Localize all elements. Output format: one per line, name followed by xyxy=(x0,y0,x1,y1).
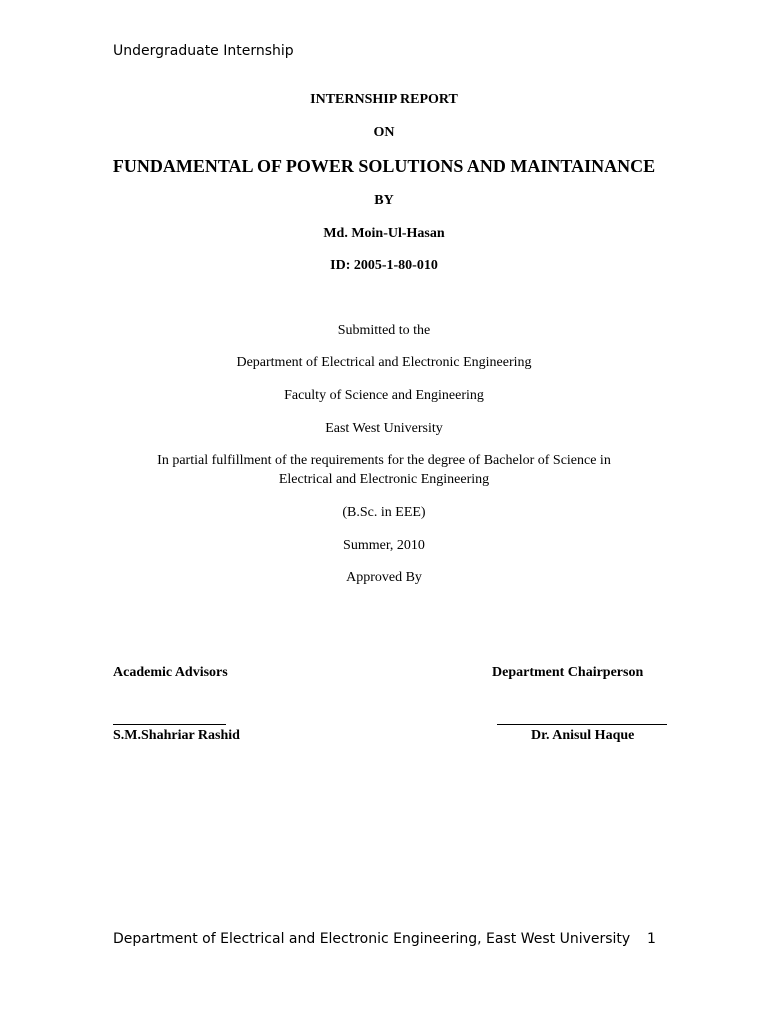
by-label: BY xyxy=(374,193,394,208)
author-id: ID: 2005-1-80-010 xyxy=(330,258,438,273)
department-name: Department of Electrical and Electronic Engineering xyxy=(236,355,532,370)
fulfillment-line-1: In partial fulfillment of the requirements for the degree of Bachelor of Science in xyxy=(157,453,611,468)
chairperson-signature-line xyxy=(497,724,667,725)
report-label: INTERNSHIP REPORT xyxy=(310,92,458,107)
degree-abbreviation: (B.Sc. in EEE) xyxy=(342,505,426,520)
faculty-name: Faculty of Science and Engineering xyxy=(284,388,484,403)
submitted-to: Submitted to the xyxy=(337,323,431,338)
on-label: ON xyxy=(373,125,395,140)
fulfillment-line-2: Electrical and Electronic Engineering xyxy=(278,472,490,487)
chairperson-heading: Department Chairperson xyxy=(492,665,644,680)
university-name: East West University xyxy=(325,421,443,436)
author-name: Md. Moin-Ul-Hasan xyxy=(323,226,445,241)
chairperson-name: Dr. Anisul Haque xyxy=(531,728,635,743)
advisor-name: S.M.Shahriar Rashid xyxy=(113,728,240,743)
advisor-signature-line xyxy=(113,724,226,725)
page-number: 1 xyxy=(647,931,656,947)
footer-text: Department of Electrical and Electronic Engineering, East West University xyxy=(113,931,631,947)
advisor-heading: Academic Advisors xyxy=(113,665,228,680)
report-title: FUNDAMENTAL OF POWER SOLUTIONS AND MAINTAINANCE xyxy=(112,156,656,176)
term: Summer, 2010 xyxy=(343,538,425,553)
running-header: Undergraduate Internship xyxy=(113,43,294,59)
approved-by: Approved By xyxy=(346,570,422,585)
